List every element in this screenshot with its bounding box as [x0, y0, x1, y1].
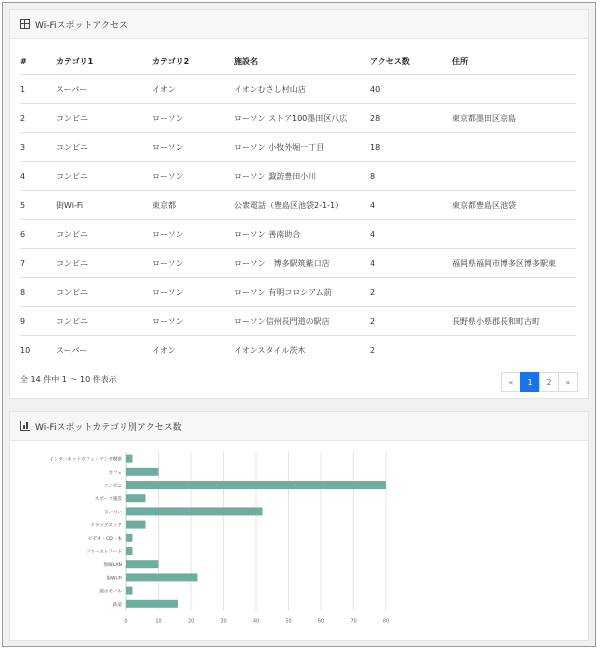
cell-category2: イオン — [152, 336, 234, 365]
category-access-chart — [10, 442, 590, 642]
cell-category2: 東京都 — [152, 191, 234, 220]
app-frame — [2, 2, 596, 647]
col-header-address[interactable]: 住所 — [452, 56, 468, 66]
pagination-page-1[interactable]: 1 — [520, 372, 540, 392]
table-row[interactable] — [20, 133, 576, 162]
chart-card-header — [10, 412, 588, 441]
chart-bar — [126, 455, 133, 463]
cell-category2: ローソン — [152, 249, 234, 278]
chart-category-label: ファーストフード — [85, 550, 122, 555]
table-row[interactable] — [20, 307, 576, 336]
cell-facility: ローソン信州長門道の駅店 — [234, 307, 370, 336]
chart-category-label: ドラッグストア — [90, 523, 122, 529]
cell-category1: コンビニ — [56, 162, 152, 191]
cell-address: 長野県小県郡長和町古町 — [452, 307, 576, 336]
cell-category1: スーパー — [56, 75, 152, 104]
cell-index: 4 — [20, 162, 56, 191]
table-card — [9, 9, 589, 399]
cell-index: 9 — [20, 307, 56, 336]
chart-x-tick-label: 0 — [124, 618, 128, 625]
access-table — [20, 48, 576, 364]
chart-category-label: 無線LAN — [103, 563, 122, 569]
table-row[interactable] — [20, 336, 576, 365]
cell-index: 7 — [20, 249, 56, 278]
table-icon — [20, 19, 30, 29]
chart-bar — [126, 507, 263, 515]
table-body — [20, 75, 576, 365]
chart-x-tick-label: 30 — [220, 618, 227, 625]
cell-facility: ローソン ストア100墨田区八広 — [234, 104, 370, 133]
cell-index: 3 — [20, 133, 56, 162]
cell-access-count: 40 — [370, 75, 452, 104]
col-header-index[interactable]: # — [20, 56, 27, 66]
chart-category-label: 展示モール — [99, 589, 122, 595]
chart-x-tick-label: 60 — [317, 618, 325, 625]
cell-facility: イオンスタイル茨木 — [234, 336, 370, 365]
chart-bar — [126, 547, 133, 555]
table-card-title: Wi-Fiスポットアクセス — [35, 20, 128, 31]
chart-x-tick-label: 50 — [285, 618, 292, 625]
pagination-prev-button[interactable]: « — [501, 372, 521, 392]
chart-category-label: 鉄道 — [112, 602, 122, 608]
cell-facility: ローソン 博多駅筑紫口店 — [234, 249, 370, 278]
cell-facility: ローソン 有明コロシアム前 — [234, 278, 370, 307]
cell-index: 5 — [20, 191, 56, 220]
cell-facility: 公衆電話（豊島区池袋2-1-1） — [234, 191, 370, 220]
cell-category1: コンビニ — [56, 133, 152, 162]
chart-bar — [126, 587, 133, 595]
cell-category1: 街Wi-Fi — [56, 191, 152, 220]
table-card-header — [10, 10, 588, 39]
chart-card — [9, 411, 589, 641]
cell-access-count: 2 — [370, 307, 452, 336]
cell-address: 東京都豊島区池袋 — [452, 191, 576, 220]
cell-address — [452, 336, 576, 365]
cell-category1: コンビニ — [56, 249, 152, 278]
table-row[interactable] — [20, 104, 576, 133]
cell-address — [452, 220, 576, 249]
cell-address — [452, 75, 576, 104]
cell-category1: コンビニ — [56, 104, 152, 133]
cell-category2: ローソン — [152, 133, 234, 162]
cell-category2: ローソン — [152, 220, 234, 249]
cell-facility: ローソン 小牧外堀一丁目 — [234, 133, 370, 162]
table-row[interactable] — [20, 249, 576, 278]
cell-category1: コンビニ — [56, 278, 152, 307]
chart-category-label: スポーツ施設 — [94, 497, 122, 503]
cell-access-count: 28 — [370, 104, 452, 133]
chart-category-label: ビデオ・CD・本 — [87, 536, 122, 542]
cell-category1: コンビニ — [56, 307, 152, 336]
table-row[interactable] — [20, 75, 576, 104]
table-header-row — [20, 48, 576, 75]
chart-x-tick-label: 80 — [382, 618, 390, 625]
cell-index: 6 — [20, 220, 56, 249]
chart-bar — [126, 521, 146, 529]
cell-access-count: 2 — [370, 336, 452, 365]
bar-chart-icon — [20, 421, 30, 431]
cell-access-count: 2 — [370, 278, 452, 307]
table-summary: 全 14 件中 1 〜 10 件表示 — [20, 375, 117, 384]
chart-x-tick-label: 20 — [187, 618, 195, 625]
table-row[interactable] — [20, 220, 576, 249]
chart-x-tick-label: 70 — [350, 618, 357, 625]
cell-category2: ローソン — [152, 104, 234, 133]
chart-category-label: 街Wi-Fi — [106, 576, 122, 582]
pagination — [502, 372, 578, 392]
chart-x-tick-label: 40 — [252, 618, 260, 625]
col-header-category2[interactable]: カテゴリ2 — [152, 56, 190, 66]
cell-facility: ローソン 諏訪豊田小川 — [234, 162, 370, 191]
cell-access-count: 4 — [370, 191, 452, 220]
cell-access-count: 4 — [370, 249, 452, 278]
cell-facility: ローソン 善南助合 — [234, 220, 370, 249]
pagination-page-2[interactable]: 2 — [539, 372, 559, 392]
chart-category-label: インターネットカフェ・マンガ喫茶 — [49, 457, 122, 463]
pagination-next-button[interactable]: » — [558, 372, 578, 392]
table-row[interactable] — [20, 162, 576, 191]
chart-x-tick-label: 10 — [155, 618, 162, 625]
table-row[interactable] — [20, 191, 576, 220]
col-header-category1[interactable]: カテゴリ1 — [56, 56, 94, 66]
col-header-access-count[interactable]: アクセス数 — [370, 56, 410, 66]
cell-address — [452, 162, 576, 191]
cell-category2: イオン — [152, 75, 234, 104]
chart-bar — [126, 468, 159, 476]
chart-bar — [126, 534, 133, 542]
cell-category2: ローソン — [152, 278, 234, 307]
cell-category2: ローソン — [152, 307, 234, 336]
chart-bar — [126, 481, 386, 489]
cell-category2: ローソン — [152, 162, 234, 191]
cell-category1: スーパー — [56, 336, 152, 365]
chart-category-label: コンビニ — [103, 484, 122, 489]
chart-card-title: Wi-Fiスポットカテゴリ別アクセス数 — [35, 422, 182, 433]
chart-bar — [126, 573, 198, 581]
chart-bar — [126, 494, 146, 502]
col-header-facility[interactable]: 施設名 — [234, 56, 258, 66]
chart-bar — [126, 560, 159, 568]
cell-address — [452, 133, 576, 162]
cell-access-count: 18 — [370, 133, 452, 162]
cell-index: 10 — [20, 336, 56, 365]
cell-facility: イオンむさし村山店 — [234, 75, 370, 104]
cell-address: 福岡県福岡市博多区博多駅東 — [452, 249, 576, 278]
cell-category1: コンビニ — [56, 220, 152, 249]
cell-index: 8 — [20, 278, 56, 307]
cell-address — [452, 278, 576, 307]
chart-category-label: スーパー — [104, 510, 122, 516]
cell-address: 東京都墨田区京島 — [452, 104, 576, 133]
table-row[interactable] — [20, 278, 576, 307]
cell-access-count: 8 — [370, 162, 452, 191]
chart-bar — [126, 600, 178, 608]
cell-access-count: 4 — [370, 220, 452, 249]
cell-index: 2 — [20, 104, 56, 133]
cell-index: 1 — [20, 75, 56, 104]
chart-category-label: カフェ — [108, 470, 122, 476]
